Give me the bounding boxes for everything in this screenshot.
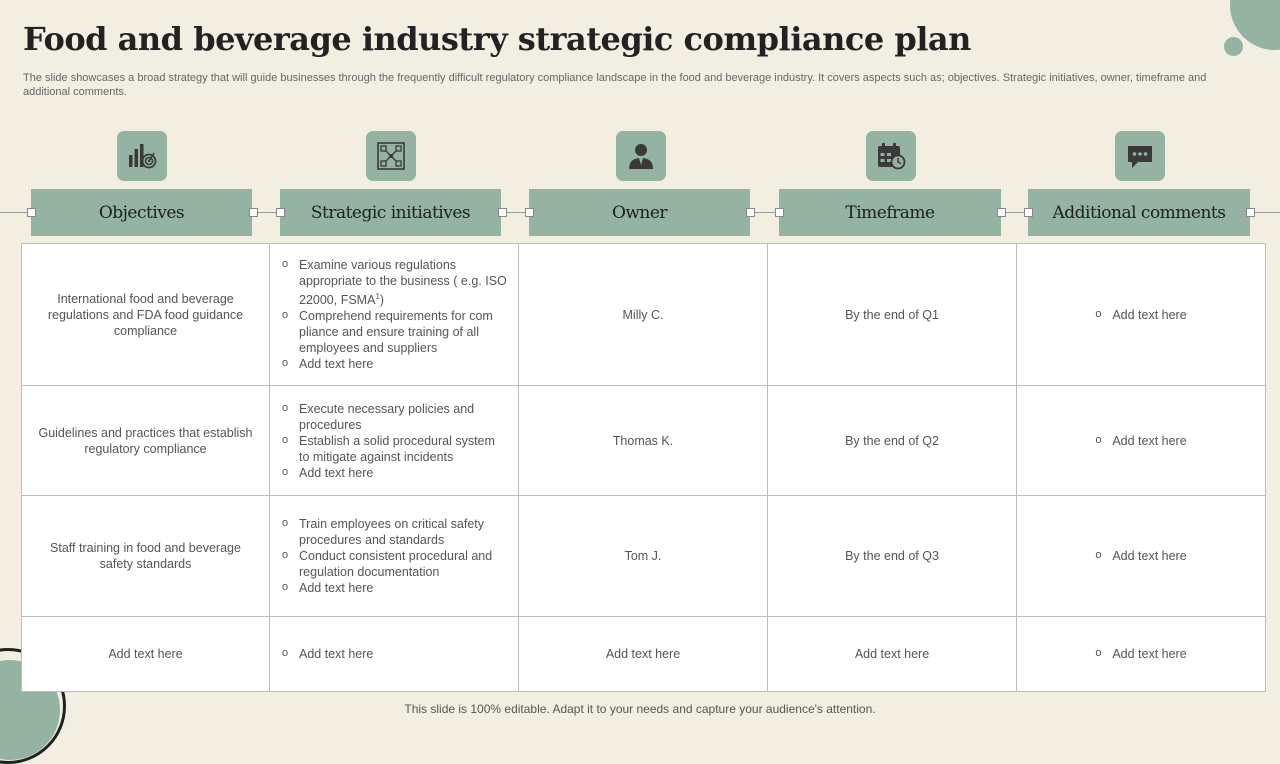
connector-handle xyxy=(1246,208,1255,217)
comment-cell: o Add text here xyxy=(1017,617,1266,692)
connector-handle xyxy=(746,208,755,217)
table-row xyxy=(22,617,1266,692)
decorative-dot-top-right xyxy=(1224,37,1243,56)
chart-target-icon xyxy=(117,131,167,181)
speech-bubble-icon xyxy=(1115,131,1165,181)
initiative-item: o Add text here xyxy=(282,465,508,481)
initiatives-cell xyxy=(270,617,519,692)
table-row xyxy=(22,496,1266,617)
initiatives-cell xyxy=(270,244,519,386)
connector-handle xyxy=(775,208,784,217)
initiative-item: o Establish a solid procedural system to mitigate against incidents xyxy=(282,433,508,465)
objective-cell: International food and beverage regulations and FDA food guidance compliance xyxy=(22,244,270,386)
connector-handle xyxy=(27,208,36,217)
timeframe-cell: By the end of Q3 xyxy=(768,496,1017,617)
initiative-item: o Comprehend requirements for com pliance and ensure training of all employees and suppliers xyxy=(282,308,508,356)
owner-cell: Milly C. xyxy=(519,244,768,386)
connector-handle xyxy=(525,208,534,217)
calendar-clock-icon xyxy=(866,131,916,181)
initiatives-cell xyxy=(270,386,519,496)
connector-handle xyxy=(997,208,1006,217)
initiative-item: o Execute necessary policies and procedures xyxy=(282,401,508,433)
owner-cell: Add text here xyxy=(519,617,768,692)
person-icon xyxy=(616,131,666,181)
table-row xyxy=(22,244,1266,386)
header-owner: Owner xyxy=(529,189,750,236)
page-title: Food and beverage industry strategic compliance plan xyxy=(23,20,971,58)
connector-handle xyxy=(276,208,285,217)
strategy-board-icon xyxy=(366,131,416,181)
initiative-item: o Add text here xyxy=(282,356,508,372)
timeframe-cell: Add text here xyxy=(768,617,1017,692)
objective-cell: Staff training in food and beverage safety standards xyxy=(22,496,270,617)
comment-cell: o Add text here xyxy=(1017,496,1266,617)
connector-handle xyxy=(1024,208,1033,217)
page-subtitle: The slide showcases a broad strategy that will guide businesses through the frequently difficult regulatory compliance landscape in the food and beverage industry. It covers aspects such as; objectives. Strategic initiatives, owner, timeframe and additional comments. xyxy=(23,72,1207,98)
footer-note: This slide is 100% editable. Adapt it to your needs and capture your audience's attention. xyxy=(404,702,876,716)
table-row xyxy=(22,386,1266,496)
initiative-item: o Add text here xyxy=(282,646,508,662)
comment-cell: o Add text here xyxy=(1017,386,1266,496)
timeframe-cell: By the end of Q1 xyxy=(768,244,1017,386)
initiative-item: o Add text here xyxy=(282,580,508,596)
header-strategic-initiatives: Strategic initiatives xyxy=(280,189,501,236)
owner-cell: Tom J. xyxy=(519,496,768,617)
header-additional-comments: Additional comments xyxy=(1028,189,1250,236)
initiatives-cell xyxy=(270,496,519,617)
header-timeframe: Timeframe xyxy=(779,189,1001,236)
initiative-item: o Conduct consistent procedural and regulation documentation xyxy=(282,548,508,580)
compliance-plan-table xyxy=(21,243,1266,692)
header-objectives: Objectives xyxy=(31,189,252,236)
comment-cell: o Add text here xyxy=(1017,244,1266,386)
connector-handle xyxy=(498,208,507,217)
owner-cell: Thomas K. xyxy=(519,386,768,496)
initiative-item: o Train employees on critical safety procedures and standards xyxy=(282,516,508,548)
objective-cell: Guidelines and practices that establish regulatory compliance xyxy=(22,386,270,496)
initiative-item: o Examine various regulations appropriate to the business ( e.g. ISO 22000, FSMA$^1$) xyxy=(282,257,508,308)
objective-cell: Add text here xyxy=(22,617,270,692)
connector-handle xyxy=(249,208,258,217)
timeframe-cell: By the end of Q2 xyxy=(768,386,1017,496)
